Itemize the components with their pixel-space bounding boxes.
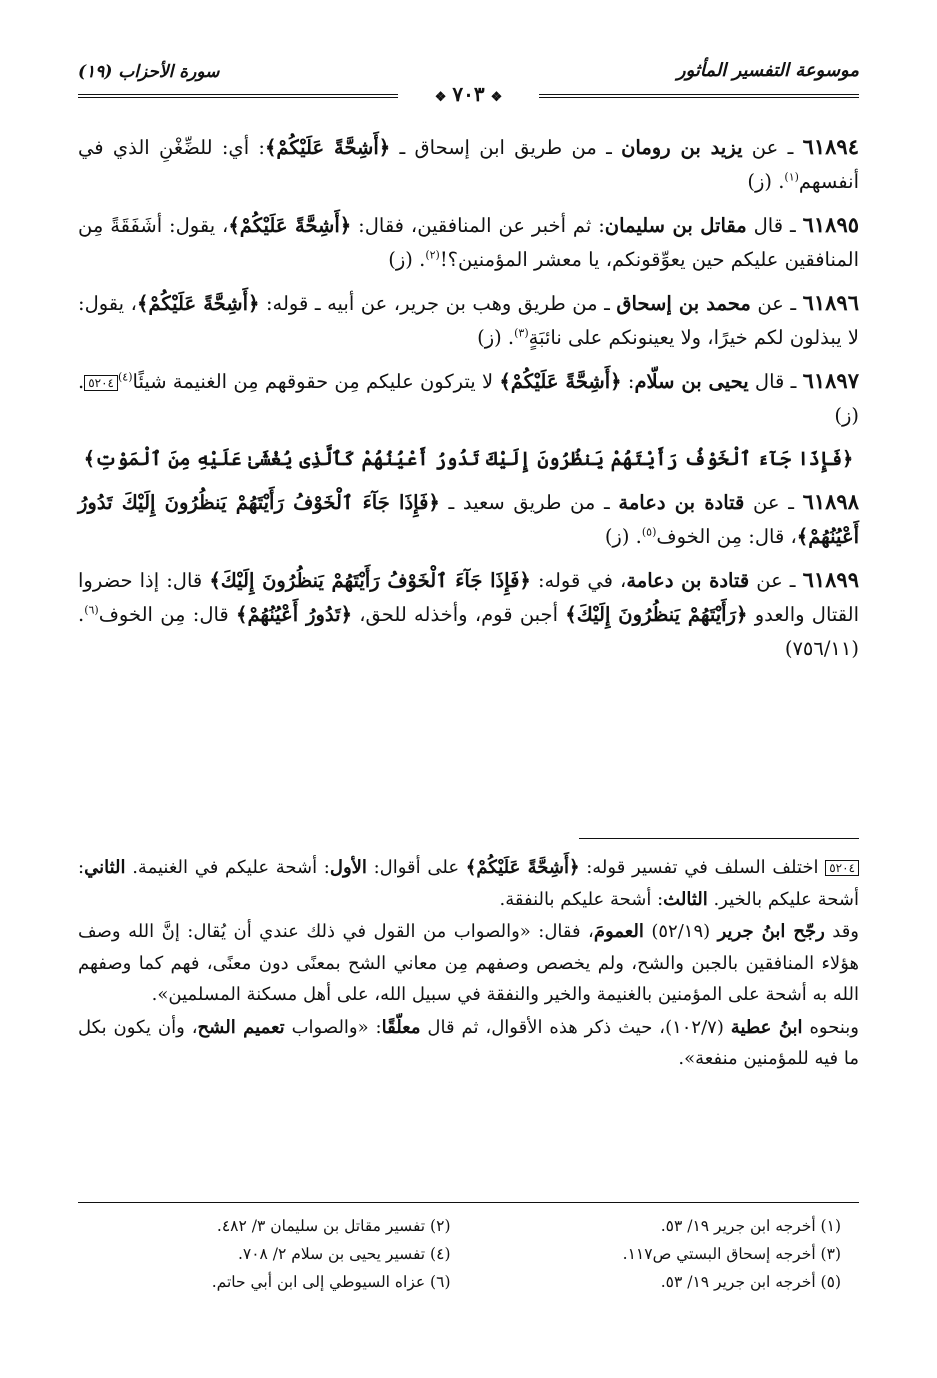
entry-61894: ٦١٨٩٤ ـ عن يزيد بن رومان ـ من طريق ابن إسحاق ـ ﴿أَشِحَّةً عَلَيْكُمْ﴾: أي: للضِّغْنِ الذي في أنفسهم$^{(١)}$. (ز) (78, 134, 859, 193)
footnote-row (78, 1240, 859, 1268)
entry-61898: ٦١٨٩٨ ـ عن قتادة بن دعامة ـ من طريق سعيد ـ ﴿فَإِذَا جَآءَ ٱلْخَوْفُ رَأَيْتَهُمْ يَنظُرُونَ إِلَيْكَ تَدُورُ أَعْيُنُهُمْ﴾، قال: مِن الخوف$^{(٥)}$. (ز) (78, 489, 859, 548)
commentary-ref-box[interactable]: ٥٢٠٤ (84, 375, 118, 391)
commentary (78, 852, 859, 1076)
entry-61897: ٦١٨٩٧ ـ قال يحيى بن سلّام: ﴿أَشِحَّةً عَلَيْكُمْ﴾ لا يتركون عليكم مِن حقوقهم مِن الغنيمة شيئًا$^{(٤)}$٥٢٠٤. (ز) (78, 368, 859, 427)
footnote-5: (٥) أخرجه ابن جرير ١٩/ ٥٣. (660, 1273, 841, 1291)
surah-title: سورة الأحزاب (١٩) (78, 62, 220, 82)
footnote-4: (٤) تفسير يحيى بن سلام ٢/ ٧٠٨. (237, 1245, 451, 1263)
commentary-p1: ٥٢٠٤ اختلف السلف في تفسير قوله: ﴿أَشِحَّةً عَلَيْكُمْ﴾ على أقوال: الأول: أشحة عليكم في الغنيمة. الثاني: أشحة عليكم بالخير. الثالث: أشحة عليكم بالنفقة. (78, 857, 859, 910)
book-title: موسوعة التفسير المأثور (676, 60, 859, 81)
entry-61896: ٦١٨٩٦ ـ عن محمد بن إسحاق ـ من طريق وهب بن جرير، عن أبيه ـ قوله: ﴿أَشِحَّةً عَلَيْكُمْ﴾، يقول: لا يبذلون لكم خيرًا، ولا يعينونكم على نائبَةٍ$^{(٣)}$. (ز) (78, 290, 859, 349)
footnote-6: (٦) عزاه السيوطي إلى ابن أبي حاتم. (211, 1273, 451, 1291)
footnote-2: (٢) تفسير مقاتل بن سليمان ٣/ ٤٨٢. (216, 1217, 451, 1235)
verse-heading: ﴿فَإِذَا جَآءَ ٱلْخَوْفُ رَأَيْتَهُمْ يَنظُرُونَ إِلَيْكَ تَدُورُ أَعْيُنُهُمْ كَٱلَّذِى يُغْشَىٰ عَلَيْهِ مِنَ ٱلْمَوْتِ﴾ (83, 448, 854, 470)
footnote-1: (١) أخرجه ابن جرير ١٩/ ٥٣. (660, 1217, 841, 1235)
entry-61899: ٦١٨٩٩ ـ عن قتادة بن دعامة، في قوله: ﴿فَإِذَا جَآءَ ٱلْخَوْفُ رَأَيْتَهُمْ يَنظُرُونَ إِلَيْكَ﴾ قال: إذا حضروا القتال والعدو ﴿رَأَيْتَهُمْ يَنظُرُونَ إِلَيْكَ﴾ أجبن قوم، وأخذله للحق، ﴿تَدُورُ أَعْيُنُهُمْ﴾ قال: مِن الخوف$^{(٦)}$. (٧٥٦/١١) (78, 567, 859, 660)
footnote-3: (٣) أخرجه إسحاق البستي ص١١٧. (622, 1245, 841, 1263)
main-text (78, 130, 859, 675)
footnotes-rule (78, 1202, 859, 1203)
commentary-p3: وبنحوه ابنُ عطية (١٠٢/٧)، حيث ذكر هذه الأقوال، ثم قال معلّقًا: «والصواب تعميم الشح، وأن يكون بكل ما فيه للمؤمنين منفعة». (78, 1016, 859, 1069)
commentary-rule (579, 838, 859, 839)
footnote-row (78, 1212, 859, 1240)
header-rule-left (78, 94, 398, 98)
ornament-icon: ❖ (490, 90, 503, 105)
ornament-icon: ❖ (434, 90, 447, 105)
page-number: ❖٧٠٣❖ (434, 82, 503, 106)
commentary-number-box: ٥٢٠٤ (825, 860, 859, 876)
footnotes (78, 1212, 859, 1296)
header-rule-right (539, 94, 859, 98)
footnote-row (78, 1268, 859, 1296)
page-header (78, 58, 859, 108)
entry-61895: ٦١٨٩٥ ـ قال مقاتل بن سليمان: ثم أخبر عن المنافقين، فقال: ﴿أَشِحَّةً عَلَيْكُمْ﴾، يقول: أشَفَقَةً مِن المنافقين عليكم حين يعوِّقونكم، يا معشر المؤمنين؟!$^{(٢)}$. (ز) (78, 212, 860, 271)
commentary-p2: وقد رجّح ابنُ جرير (٥٢/١٩) العمومَ، فقال: «والصواب من القول في ذلك عندي أن يُقال: إنَّ الله وصف هؤلاء المنافقين بالجبن والشح، ولم يخصص وصفهم مِن معاني الشح بمعنًى دون معنًى، فهم كما وصفهم الله به أشحة على المؤمنين بالغنيمة والخير والنفقة في سبيل الله، على أهل مسكنة المسلمين». (78, 921, 859, 1005)
